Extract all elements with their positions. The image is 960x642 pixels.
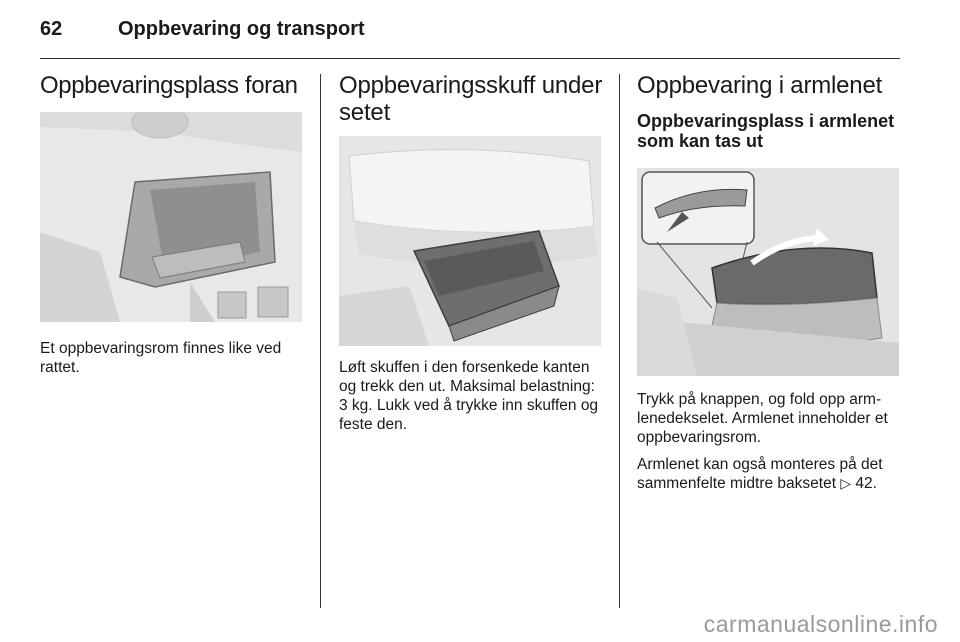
paragraph-seat-drawer: Løft skuffen i den forsenkede kanten og trekk den ut. Maksimal belastning: 3 kg. Lukk ved å trykke inn skuffen og feste den. <box>339 359 599 433</box>
reference-page: 42. <box>855 475 877 492</box>
column-seat-drawer <box>339 72 604 126</box>
heading-armrest: Oppbevaring i armlenet <box>637 72 883 99</box>
reference-arrow-icon: ▷ <box>840 475 852 491</box>
paragraph-armrest-2 <box>637 455 902 493</box>
watermark: carmanualsonline.info <box>703 611 938 637</box>
column-front-storage <box>40 72 305 99</box>
glovebox-illustration <box>40 112 302 322</box>
page-number: 62 <box>40 18 63 40</box>
paragraph-front-storage: Et oppbevaringsrom finnes like ved rattet. <box>40 340 282 376</box>
heading-front-storage: Oppbevaringsplass foran <box>40 72 298 99</box>
armrest-drawing <box>637 168 899 376</box>
glovebox-drawing <box>40 112 302 322</box>
text-armrest <box>637 390 902 493</box>
column-divider <box>619 74 620 608</box>
seat-drawer-drawing <box>339 136 601 346</box>
text-seat-drawer <box>339 358 604 434</box>
header-rule <box>40 58 900 59</box>
text-front-storage <box>40 339 305 377</box>
subheading-armrest: Oppbevaringsplass i armlenet som kan tas ut <box>637 111 895 151</box>
section-title: Oppbevaring og transport <box>118 18 365 40</box>
heading-seat-drawer: Oppbevaringsskuff under setet <box>339 72 603 126</box>
armrest-illustration <box>637 168 899 376</box>
armrest-mount-text: Armlenet kan også monteres på det sammenfelte midtre baksetet <box>637 456 883 492</box>
paragraph-armrest-1: Trykk på knappen, og fold opp arm-lenedekselet. Armlenet inneholder et oppbevaringsrom. <box>637 391 888 446</box>
column-armrest <box>637 72 902 151</box>
seat-drawer-illustration <box>339 136 601 346</box>
column-divider <box>320 74 321 608</box>
